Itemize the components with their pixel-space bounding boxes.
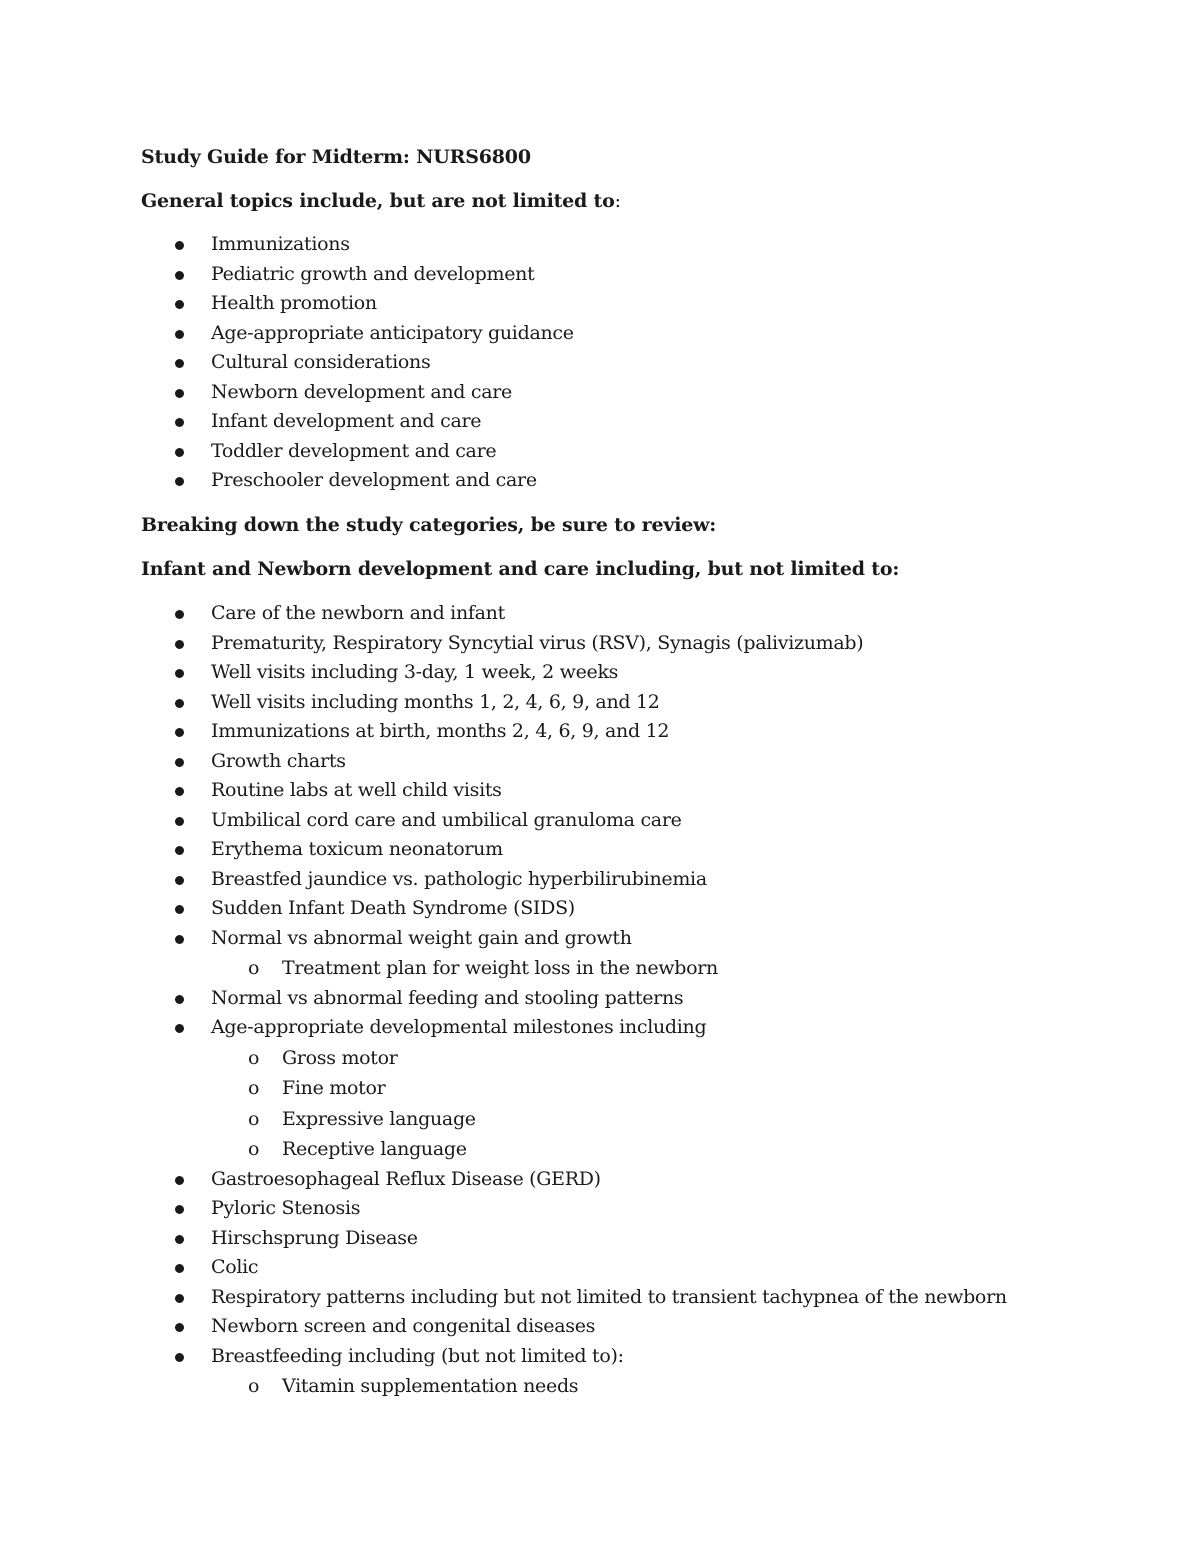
bullet-icon: [175, 995, 184, 1004]
bullet-icon: [175, 477, 184, 486]
sub-bullet-icon: o: [248, 1375, 260, 1397]
list-item: Age-appropriate anticipatory guidance: [0, 319, 1200, 349]
list-item: Newborn development and care: [0, 378, 1200, 408]
general-topics-heading-colon: :: [614, 190, 621, 212]
list-item: Breastfeeding including (but not limited to):: [0, 1342, 1200, 1372]
sub-bullet-icon: o: [248, 957, 260, 979]
sub-list-item: o Fine motor: [0, 1073, 1200, 1104]
list-item: Cultural considerations: [0, 348, 1200, 378]
list-item: Breastfed jaundice vs. pathologic hyperbilirubinemia: [0, 865, 1200, 895]
bullet-icon: [175, 758, 184, 767]
list-item: Care of the newborn and infant: [0, 599, 1200, 629]
sub-bullet-icon: o: [248, 1107, 260, 1130]
list-item: Prematurity, Respiratory Syncytial virus (RSV), Synagis (palivizumab): [0, 629, 1200, 659]
bullet-icon: [175, 728, 184, 737]
sub-list-item: o Treatment plan for weight loss in the newborn: [0, 953, 1200, 984]
bullet-icon: [175, 271, 184, 280]
list-item: Age-appropriate developmental milestones including: [0, 1013, 1200, 1043]
bullet-icon: [175, 359, 184, 368]
general-topics-list: [0, 230, 1200, 496]
bullet-icon: [175, 1024, 184, 1033]
list-item: Toddler development and care: [0, 437, 1200, 467]
bullet-icon: [175, 1323, 184, 1332]
bullet-icon: [175, 640, 184, 649]
sub-bullet-icon: o: [248, 1138, 260, 1160]
sub-bullet-icon: o: [248, 1046, 260, 1069]
sub-list-item: o Receptive language: [0, 1134, 1200, 1165]
bullet-icon: [175, 935, 184, 944]
list-item: Gastroesophageal Reflux Disease (GERD): [0, 1165, 1200, 1195]
list-item: Pyloric Stenosis: [0, 1194, 1200, 1224]
document-title: Study Guide for Midterm: NURS6800: [141, 146, 531, 168]
sub-list-item: o Expressive language: [0, 1104, 1200, 1135]
bullet-icon: [175, 610, 184, 619]
list-item: Normal vs abnormal feeding and stooling patterns: [0, 984, 1200, 1014]
bullet-icon: [175, 330, 184, 339]
bullet-icon: [175, 1353, 184, 1362]
bullet-icon: [175, 669, 184, 678]
general-topics-heading-text: General topics include, but are not limited to: [141, 190, 615, 212]
bullet-icon: [175, 905, 184, 914]
bullet-icon: [175, 699, 184, 708]
list-item: Well visits including 3-day, 1 week, 2 weeks: [0, 658, 1200, 688]
bullet-icon: [175, 1264, 184, 1273]
infant-newborn-heading: Infant and Newborn development and care including, but not limited to:: [141, 558, 900, 580]
list-item: Health promotion: [0, 289, 1200, 319]
bullet-icon: [175, 389, 184, 398]
bullet-icon: [175, 787, 184, 796]
list-item: Routine labs at well child visits: [0, 776, 1200, 806]
list-item: Growth charts: [0, 747, 1200, 777]
list-item: Erythema toxicum neonatorum: [0, 835, 1200, 865]
list-item: Newborn screen and congenital diseases: [0, 1312, 1200, 1342]
bullet-icon: [175, 448, 184, 457]
bullet-icon: [175, 1235, 184, 1244]
bullet-icon: [175, 1294, 184, 1303]
general-topics-heading: [141, 188, 621, 214]
list-item: Infant development and care: [0, 407, 1200, 437]
bullet-icon: [175, 846, 184, 855]
sub-list-item: o Gross motor: [0, 1043, 1200, 1074]
sub-bullet-icon: o: [248, 1077, 260, 1099]
list-item: Well visits including months 1, 2, 4, 6, 9, and 12: [0, 688, 1200, 718]
list-item: Pediatric growth and development: [0, 260, 1200, 290]
bullet-icon: [175, 300, 184, 309]
list-item: Normal vs abnormal weight gain and growth: [0, 924, 1200, 954]
bullet-icon: [175, 1205, 184, 1214]
sub-list-item: o Vitamin supplementation needs: [0, 1371, 1200, 1402]
bullet-icon: [175, 817, 184, 826]
bullet-icon: [175, 876, 184, 885]
list-item: Immunizations at birth, months 2, 4, 6, 9, and 12: [0, 717, 1200, 747]
list-item: Hirschsprung Disease: [0, 1224, 1200, 1254]
infant-newborn-list: [0, 599, 1200, 1402]
bullet-icon: [175, 1176, 184, 1185]
list-item: Sudden Infant Death Syndrome (SIDS): [0, 894, 1200, 924]
list-item: Umbilical cord care and umbilical granuloma care: [0, 806, 1200, 836]
list-item: Preschooler development and care: [0, 466, 1200, 496]
list-item: Immunizations: [0, 230, 1200, 260]
bullet-icon: [175, 241, 184, 250]
bullet-icon: [175, 418, 184, 427]
breakdown-heading: Breaking down the study categories, be sure to review:: [141, 514, 717, 536]
list-item: Respiratory patterns including but not limited to transient tachypnea of the newborn: [0, 1283, 1200, 1313]
list-item: Colic: [0, 1253, 1200, 1283]
